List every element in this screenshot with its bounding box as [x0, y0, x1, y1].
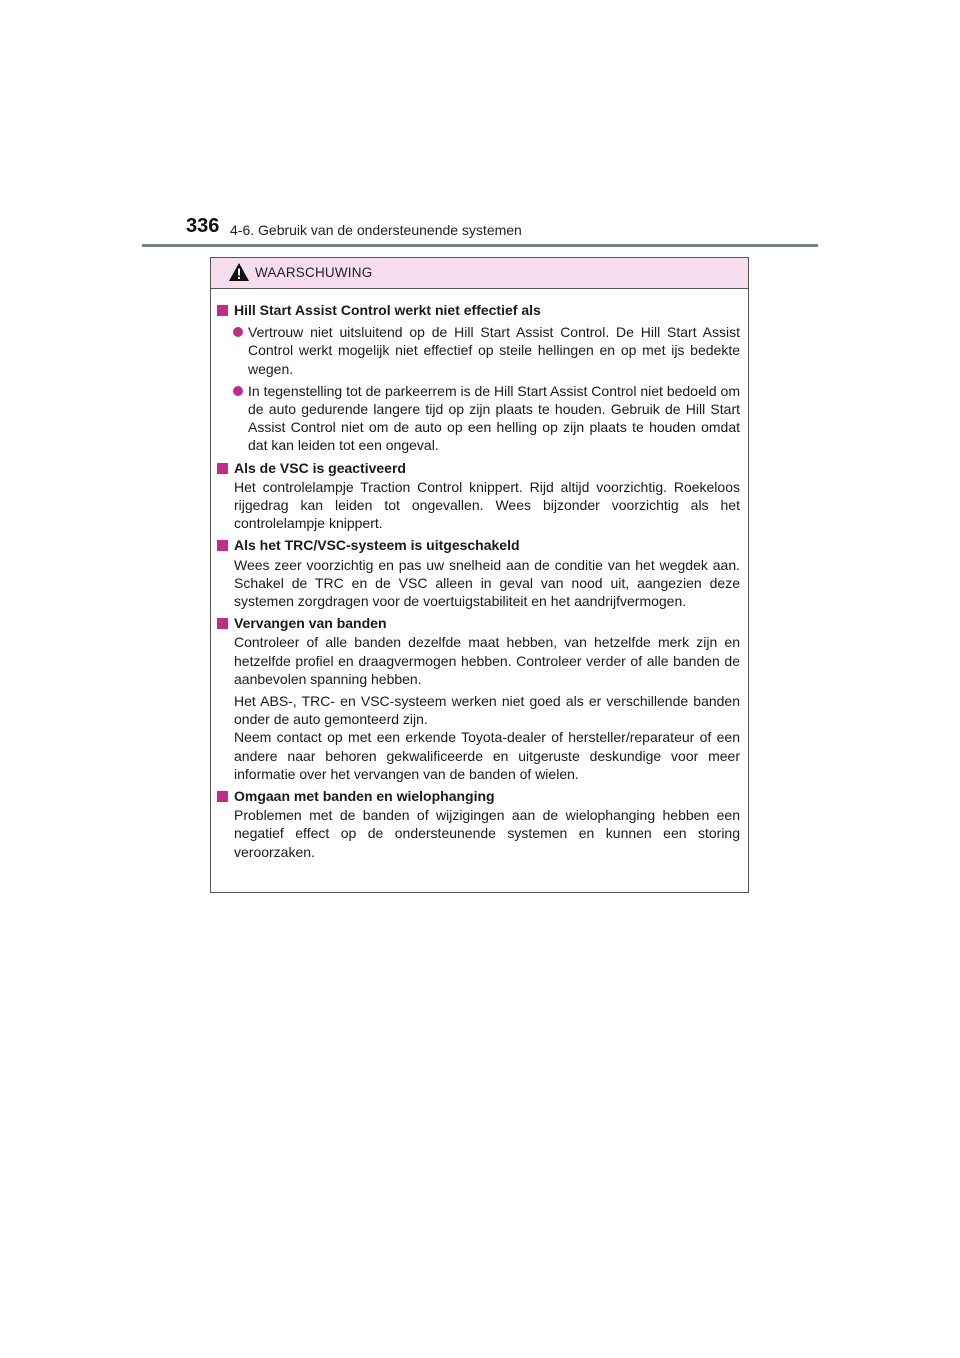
- warning-triangle-icon: [228, 262, 250, 282]
- round-bullet-icon: [233, 386, 243, 396]
- paragraph: Controleer of alle banden dezelfde maat hebben, van hetzelfde merk zijn en hetzelfde profiel en draagvermogen hebben. Controleer verder of alle banden de aanbevolen spanning hebben.: [234, 634, 740, 687]
- bullet-item: In tegenstelling tot de parkeerrem is de Hill Start Assist Control niet bedoeld om de auto gedurende langere tijd op zijn plaats te houden. Gebruik de Hill Start Assist Control niet om de auto op een helling op zijn plaats te houden omdat dat kan leiden tot een ongeval.: [217, 382, 740, 455]
- section-heading: Vervangen van banden: [217, 614, 740, 632]
- paragraph: Wees zeer voorzichtig en pas uw snelheid aan de conditie van het wegdek aan. Schakel de TRC en de VSC alleen in geval van nood uit, aangezien deze systemen zorgdragen voor de voertuigstabiliteit en het aandrijfvermogen.: [234, 556, 740, 610]
- paragraph: Het controlelampje Traction Control knippert. Rijd altijd voorzichtig. Roekeloos rijgedrag kan leiden tot ongevallen. Wees bijzonder voorzichtig als het controlelampje knippert.: [234, 478, 740, 532]
- section-heading: Als het TRC/VSC-systeem is uitgeschakeld: [217, 536, 740, 554]
- square-bullet-icon: [217, 463, 228, 474]
- square-bullet-icon: [217, 791, 228, 802]
- warning-header: [211, 258, 748, 289]
- section-heading: Omgaan met banden en wielophanging: [217, 787, 740, 805]
- section-heading: Als de VSC is geactiveerd: [217, 459, 740, 477]
- paragraph: Het ABS-, TRC- en VSC-systeem werken niet goed als er verschillende banden onder de auto gemonteerd zijn. Neem contact op met een erkende Toyota-dealer of hersteller/reparateur of een andere naar behoren gekwalificeerde en uitgeruste deskundige voor meer informatie over het vervangen van de banden of wielen.: [234, 693, 740, 782]
- section-heading: Hill Start Assist Control werkt niet effectief als: [217, 301, 740, 319]
- warning-content: [211, 289, 748, 861]
- warning-box: [210, 257, 749, 893]
- square-bullet-icon: [217, 540, 228, 551]
- square-bullet-icon: [217, 618, 228, 629]
- section-title: 4-6. Gebruik van de ondersteunende systemen: [230, 222, 522, 238]
- bullet-item: Vertrouw niet uitsluitend op de Hill Start Assist Control. De Hill Start Assist Control werkt mogelijk niet effectief op steile hellingen en op met ijs bedekte wegen.: [217, 323, 740, 378]
- square-bullet-icon: [217, 305, 228, 316]
- warning-title: WAARSCHUWING: [255, 265, 373, 280]
- header-divider: [142, 244, 818, 247]
- round-bullet-icon: [233, 327, 243, 337]
- page-number: 336: [186, 215, 220, 237]
- paragraph: Problemen met de banden of wijzigingen aan de wielophanging hebben een negatief effect op de ondersteunende systemen en kunnen een storing veroorzaken.: [234, 807, 740, 860]
